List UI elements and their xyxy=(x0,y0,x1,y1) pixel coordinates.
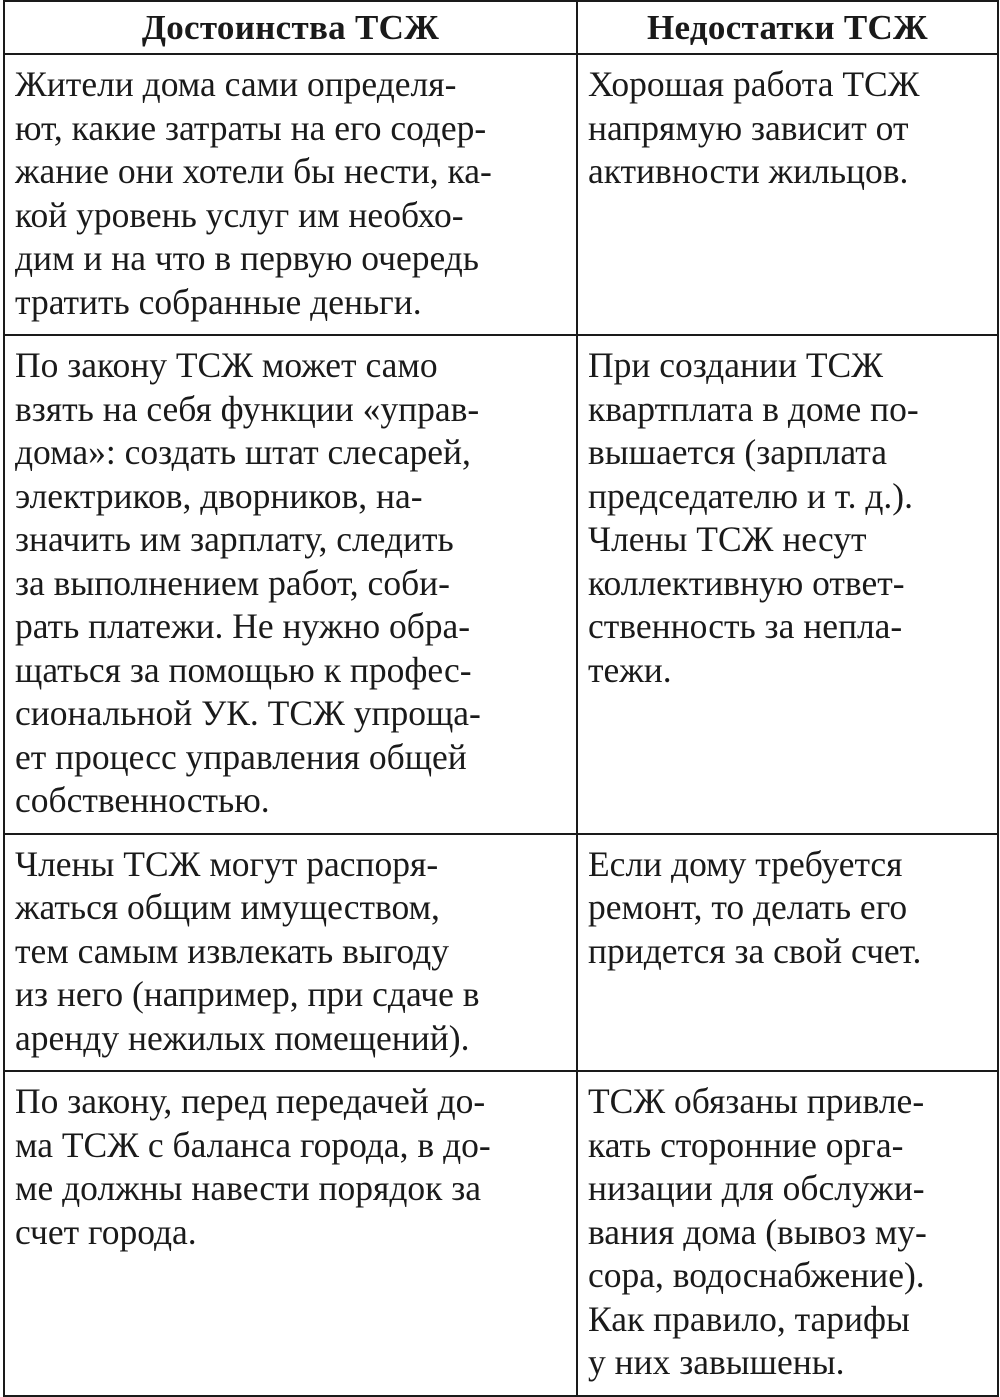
text-line: ТСЖ обязаны привле- xyxy=(588,1081,925,1121)
text-line: за выполнением работ, соби- xyxy=(15,562,450,603)
text-line: счет города. xyxy=(15,1211,197,1252)
text-line: рать платежи. Не нужно обра- xyxy=(15,606,471,646)
text-line: ма ТСЖ с баланса города, в до- xyxy=(15,1124,491,1165)
text-line: активности жильцов. xyxy=(588,151,909,191)
table-row xyxy=(4,1071,998,1396)
text-line: напрямую зависит от xyxy=(588,107,909,148)
text-line: дим и на что в первую очередь xyxy=(15,238,479,278)
text-line: По закону ТСЖ может само xyxy=(15,345,438,385)
text-line: ме должны навести порядок за xyxy=(15,1168,482,1208)
pros-cell xyxy=(4,54,577,335)
text-line: Как правило, тарифы xyxy=(588,1298,910,1339)
cons-cell xyxy=(577,834,998,1072)
text-line: коллективную ответ- xyxy=(588,562,905,603)
text-line: значить им зарплату, следить xyxy=(15,519,454,559)
text-line: жаться общим имуществом, xyxy=(15,887,440,927)
text-line: ет процесс управления общей xyxy=(15,736,467,777)
cons-cell xyxy=(577,335,998,834)
text-line: ют, какие затраты на его содер- xyxy=(15,107,487,148)
text-line: тратить собранные деньги. xyxy=(15,281,422,322)
text-line: собственностью. xyxy=(15,780,270,820)
text-line: жание они хотели бы нести, ка- xyxy=(15,151,492,191)
text-line: председателю и т. д.). xyxy=(588,475,913,516)
text-line: тежи. xyxy=(588,649,672,690)
text-line: щаться за помощью к профес- xyxy=(15,649,472,690)
text-line: Если дому требуется xyxy=(588,843,903,884)
table-row xyxy=(4,54,998,335)
text-line: аренду нежилых помещений). xyxy=(15,1017,470,1058)
text-line: Хорошая работа ТСЖ xyxy=(588,64,920,104)
table-row xyxy=(4,335,998,834)
text-line: ственность за непла- xyxy=(588,606,903,646)
text-line: Члены ТСЖ могут распоря- xyxy=(15,843,439,884)
text-line: сиональной УК. ТСЖ упроща- xyxy=(15,693,481,733)
text-line: вышается (зарплата xyxy=(588,432,887,472)
text-line: Жители дома сами определя- xyxy=(15,64,457,104)
text-line: из него (например, при сдаче в xyxy=(15,974,480,1014)
pros-cell xyxy=(4,335,577,834)
text-line: квартплата в доме по- xyxy=(588,388,919,429)
text-line: По закону, перед передачей до- xyxy=(15,1081,486,1121)
text-line: Члены ТСЖ несут xyxy=(588,519,867,559)
text-line: кой уровень услуг им необхо- xyxy=(15,194,464,235)
text-line: тем самым извлекать выгоду xyxy=(15,930,449,971)
table-row xyxy=(4,834,998,1072)
text-line: вания дома (вывоз му- xyxy=(588,1211,927,1252)
text-line: При создании ТСЖ xyxy=(588,345,884,385)
text-line: кать сторонние орга- xyxy=(588,1124,904,1165)
pros-cell xyxy=(4,1071,577,1396)
text-line: электриков, дворников, на- xyxy=(15,475,423,516)
header-cons: Недостатки ТСЖ xyxy=(577,1,998,54)
text-line: дома»: создать штат слесарей, xyxy=(15,432,471,472)
text-line: придется за свой счет. xyxy=(588,930,922,971)
cons-cell xyxy=(577,1071,998,1396)
text-line: низации для обслужи- xyxy=(588,1168,925,1208)
cons-cell xyxy=(577,54,998,335)
text-line: сора, водоснабжение). xyxy=(588,1255,925,1295)
header-row xyxy=(4,1,998,54)
text-line: взять на себя функции «управ- xyxy=(15,388,480,429)
pros-cons-table xyxy=(3,0,999,1397)
header-pros: Достоинства ТСЖ xyxy=(4,1,577,54)
text-line: ремонт, то делать его xyxy=(588,887,908,927)
pros-cell xyxy=(4,834,577,1072)
text-line: у них завышены. xyxy=(588,1342,845,1382)
